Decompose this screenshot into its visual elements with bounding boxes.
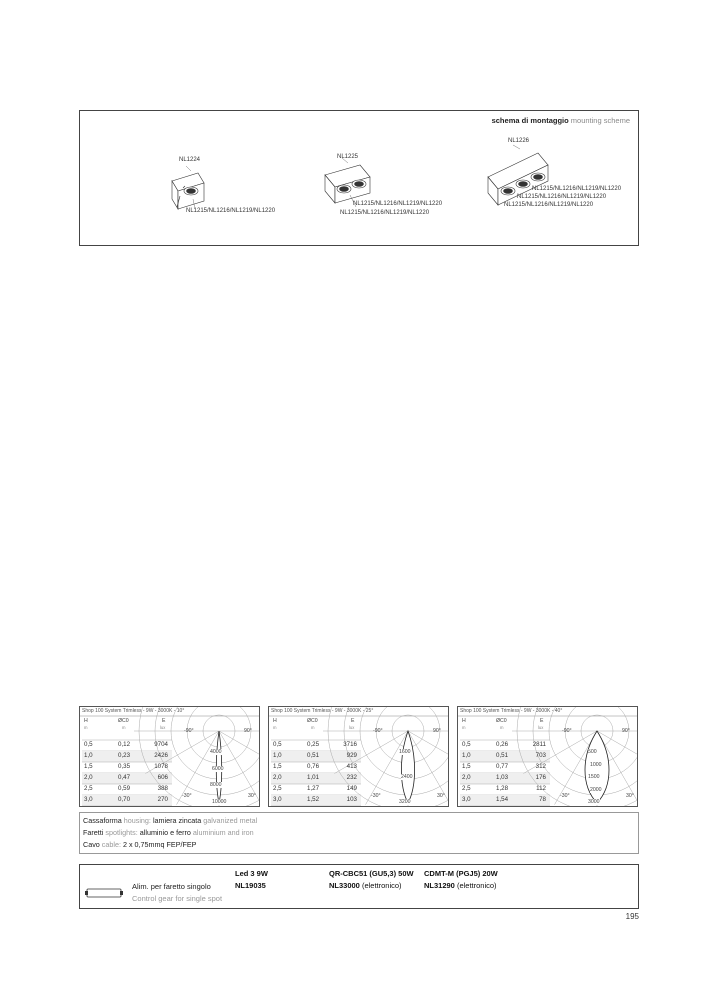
row-height: 2,0 bbox=[84, 774, 93, 781]
accessory-col-qr-code bbox=[329, 881, 402, 890]
material-housing-value-en: galvanized metal bbox=[203, 816, 258, 825]
row-illuminance: 606 bbox=[157, 774, 168, 781]
model-label-nl1226: NL1226 bbox=[508, 138, 530, 144]
row-height: 0,5 bbox=[273, 741, 282, 748]
polar-scale-label: 6000 bbox=[212, 765, 224, 772]
row-height: 2,5 bbox=[84, 785, 93, 792]
model-label-nl1225: NL1225 bbox=[337, 154, 359, 160]
polar-label-low-right: 30° bbox=[437, 793, 445, 799]
accessory-col-cdmt-code bbox=[424, 881, 497, 890]
material-cable-label-en: cable: bbox=[101, 840, 121, 849]
row-height: 1,5 bbox=[462, 763, 471, 770]
row-diameter: 0,59 bbox=[118, 785, 131, 792]
lamps-label-nl1224: NL1215/NL1216/NL1219/NL1220 bbox=[186, 208, 276, 214]
housing-double-drawing bbox=[325, 165, 370, 203]
polar-label-right: 90° bbox=[622, 728, 630, 734]
row-diameter: 1,54 bbox=[496, 796, 509, 803]
col-d-header: ØC0 bbox=[307, 718, 318, 724]
material-spotlights bbox=[83, 828, 254, 837]
row-illuminance: 78 bbox=[539, 796, 546, 803]
row-illuminance: 149 bbox=[346, 785, 357, 792]
row-diameter: 0,70 bbox=[118, 796, 131, 803]
material-housing-value-it: lamiera zincata bbox=[152, 816, 202, 825]
accessory-code-nl31290: NL31290 bbox=[424, 881, 455, 890]
accessory-col-led-head: Led 3 9W bbox=[235, 869, 268, 878]
material-spotlights-value-en: aluminium and iron bbox=[192, 828, 254, 837]
polar-scale-label: 1600 bbox=[399, 749, 411, 755]
polar-scale-label: 1500 bbox=[588, 774, 600, 780]
row-illuminance: 703 bbox=[535, 752, 546, 759]
panel-graphics bbox=[269, 707, 449, 807]
row-illuminance: 3716 bbox=[343, 741, 357, 748]
lamps-label-nl1225-b: NL1215/NL1216/NL1219/NL1220 bbox=[340, 210, 430, 216]
row-diameter: 0,35 bbox=[118, 763, 131, 770]
row-illuminance: 2811 bbox=[532, 741, 546, 748]
polar-scale-label: 10000 bbox=[212, 799, 227, 805]
col-d-unit: m bbox=[500, 725, 504, 730]
polar-scale-label: 500 bbox=[588, 749, 597, 755]
row-height: 2,5 bbox=[462, 785, 471, 792]
row-height: 0,5 bbox=[462, 741, 471, 748]
row-height: 1,0 bbox=[273, 752, 282, 759]
polar-label-low-left: -30° bbox=[371, 793, 381, 799]
accessory-note-qr: (elettronico) bbox=[361, 881, 402, 890]
row-illuminance: 929 bbox=[346, 752, 357, 759]
row-illuminance: 1078 bbox=[154, 763, 168, 770]
row-illuminance: 413 bbox=[346, 763, 357, 770]
row-illuminance: 232 bbox=[346, 774, 357, 781]
material-housing-label-it: Cassaforma bbox=[83, 816, 122, 825]
model-label-nl1224: NL1224 bbox=[179, 157, 201, 163]
row-diameter: 0,51 bbox=[307, 752, 320, 759]
accessory-col-qr-head: QR-CBC51 (GU5,3) 50W bbox=[329, 869, 414, 878]
row-height: 2,0 bbox=[462, 774, 471, 781]
accessory-code-nl19035: NL19035 bbox=[235, 881, 266, 890]
row-diameter: 1,28 bbox=[496, 785, 509, 792]
accessory-name-en: Control gear for single spot bbox=[132, 894, 223, 903]
accessory-name-it: Alim. per faretto singolo bbox=[132, 882, 211, 891]
row-height: 1,5 bbox=[84, 763, 93, 770]
accessory-code-nl33000: NL33000 bbox=[329, 881, 360, 890]
panel-graphics bbox=[458, 707, 638, 807]
material-spotlights-value-it: alluminio e ferro bbox=[139, 828, 191, 837]
col-h-header: H bbox=[273, 718, 277, 724]
polar-scale-label: 3000 bbox=[588, 799, 600, 805]
row-illuminance: 112 bbox=[536, 785, 546, 792]
material-spotlights-label-it: Faretti bbox=[83, 828, 104, 837]
row-diameter: 1,01 bbox=[307, 774, 320, 781]
col-e-header: E bbox=[351, 718, 355, 724]
polar-label-right: 90° bbox=[244, 728, 252, 734]
row-illuminance: 176 bbox=[535, 774, 546, 781]
material-spotlights-label-en: spotlights: bbox=[105, 828, 138, 837]
page-number: 195 bbox=[625, 912, 639, 921]
mounting-title-it: schema di montaggio bbox=[491, 116, 569, 125]
col-e-unit: lux bbox=[160, 725, 166, 730]
accessory-note-cdmt: (elettronico) bbox=[456, 881, 497, 890]
row-diameter: 1,52 bbox=[307, 796, 320, 803]
lamps-label-nl1225-a: NL1215/NL1216/NL1219/NL1220 bbox=[353, 201, 443, 207]
mounting-title-en: mounting scheme bbox=[570, 116, 630, 125]
polar-scale-label: 1000 bbox=[590, 761, 602, 768]
photometry-panel-40deg bbox=[457, 706, 638, 807]
col-e-unit: lux bbox=[538, 725, 544, 730]
control-gear-icon bbox=[85, 886, 125, 900]
row-diameter: 0,47 bbox=[118, 774, 131, 781]
row-height: 3,0 bbox=[273, 796, 282, 803]
material-housing bbox=[83, 816, 257, 825]
row-height: 0,5 bbox=[84, 741, 93, 748]
row-diameter: 0,25 bbox=[307, 741, 320, 748]
col-d-header: ØC0 bbox=[118, 718, 129, 724]
col-d-unit: m bbox=[311, 725, 315, 730]
material-cable-value-it: 2 x 0,75mmq FEP/FEP bbox=[122, 840, 197, 849]
row-illuminance: 9704 bbox=[154, 741, 168, 748]
row-height: 1,0 bbox=[84, 752, 93, 759]
row-diameter: 0,12 bbox=[118, 741, 131, 748]
lamps-label-nl1226-c: NL1215/NL1216/NL1219/NL1220 bbox=[504, 202, 594, 208]
accessory-box bbox=[79, 864, 639, 909]
materials-box bbox=[79, 812, 639, 854]
panel-title: Shop 100 System Trimless - 9W - 3000K - 40° bbox=[460, 708, 563, 714]
col-h-unit: m bbox=[273, 725, 277, 730]
polar-spoke bbox=[219, 731, 260, 774]
material-cable bbox=[83, 840, 196, 849]
beam-curve bbox=[401, 731, 414, 803]
polar-label-low-right: 30° bbox=[626, 793, 634, 799]
row-diameter: 0,51 bbox=[496, 752, 509, 759]
row-height: 1,5 bbox=[273, 763, 282, 770]
row-height: 1,0 bbox=[462, 752, 471, 759]
col-h-header: H bbox=[462, 718, 466, 724]
panel-title: Shop 100 System Trimless - 9W - 3000K - 10° bbox=[82, 708, 185, 714]
material-cable-label-it: Cavo bbox=[83, 840, 100, 849]
polar-label-low-left: -30° bbox=[182, 793, 192, 799]
lamps-label-nl1226-b: NL1215/NL1216/NL1219/NL1220 bbox=[517, 194, 607, 200]
row-height: 3,0 bbox=[84, 796, 93, 803]
mounting-scheme-box bbox=[79, 110, 639, 246]
col-e-header: E bbox=[540, 718, 544, 724]
row-diameter: 0,76 bbox=[307, 763, 320, 770]
photometry-panel-10deg bbox=[79, 706, 260, 807]
row-height: 2,5 bbox=[273, 785, 282, 792]
col-d-header: ØC0 bbox=[496, 718, 507, 724]
col-h-unit: m bbox=[84, 725, 88, 730]
row-height: 2,0 bbox=[273, 774, 282, 781]
panel-graphics bbox=[80, 707, 260, 807]
polar-label-left: -90° bbox=[184, 728, 194, 734]
row-illuminance: 312 bbox=[535, 763, 546, 770]
row-height: 3,0 bbox=[462, 796, 471, 803]
col-e-header: E bbox=[162, 718, 166, 724]
polar-scale-label: 2000 bbox=[590, 786, 602, 793]
row-diameter: 0,26 bbox=[496, 741, 509, 748]
row-diameter: 1,03 bbox=[496, 774, 509, 781]
row-illuminance: 2426 bbox=[154, 752, 168, 759]
polar-label-low-left: -30° bbox=[560, 793, 570, 799]
row-diameter: 1,27 bbox=[307, 785, 320, 792]
polar-scale-label: 8000 bbox=[210, 782, 222, 789]
photometry-panel-25deg bbox=[268, 706, 449, 807]
panel-title: Shop 100 System Trimless - 9W - 3000K - 25° bbox=[271, 708, 374, 714]
accessory-col-led-code bbox=[235, 881, 266, 890]
col-d-unit: m bbox=[122, 725, 126, 730]
accessory-col-cdmt-head: CDMT-M (PGJ5) 20W bbox=[424, 869, 498, 878]
col-e-unit: lux bbox=[349, 725, 355, 730]
row-diameter: 0,77 bbox=[496, 763, 509, 770]
polar-label-right: 90° bbox=[433, 728, 441, 734]
mounting-illustrations bbox=[80, 111, 640, 247]
polar-label-left: -90° bbox=[562, 728, 572, 734]
polar-label-left: -90° bbox=[373, 728, 383, 734]
housing-single-drawing bbox=[172, 173, 204, 209]
lamps-label-nl1226-a: NL1215/NL1216/NL1219/NL1220 bbox=[532, 186, 622, 192]
polar-scale-label: 2400 bbox=[401, 774, 413, 780]
row-illuminance: 103 bbox=[346, 796, 357, 803]
row-illuminance: 388 bbox=[157, 785, 168, 792]
polar-label-low-right: 30° bbox=[248, 793, 256, 799]
polar-scale-label: 4000 bbox=[210, 749, 222, 755]
material-housing-label-en: housing: bbox=[123, 816, 151, 825]
polar-scale-label: 3200 bbox=[399, 799, 411, 805]
col-h-unit: m bbox=[462, 725, 466, 730]
row-diameter: 0,23 bbox=[118, 752, 131, 759]
col-h-header: H bbox=[84, 718, 88, 724]
row-illuminance: 270 bbox=[157, 796, 168, 803]
